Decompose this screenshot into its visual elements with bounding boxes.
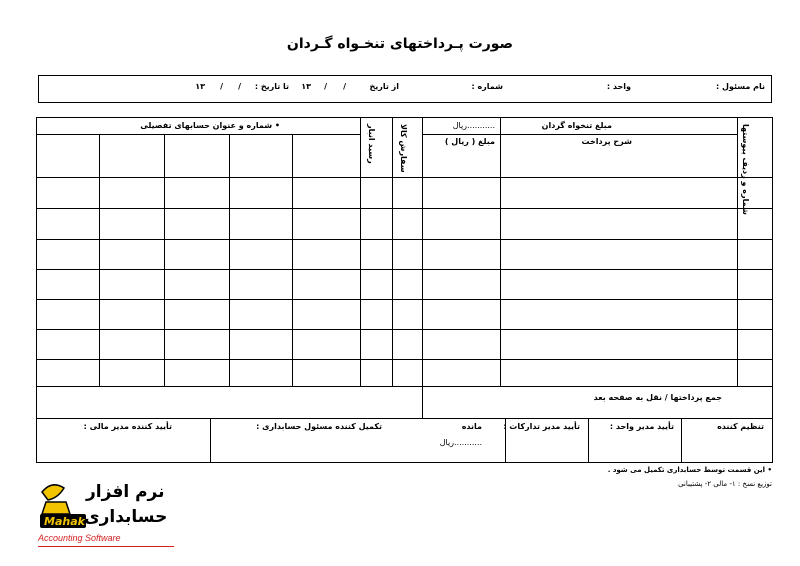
petty-cash-rial: ...........ریال xyxy=(452,121,495,130)
detail-accounts-header: • شماره و عنوان حسابهای تفصیلی xyxy=(140,121,280,130)
to-date-slash-2: / xyxy=(220,82,223,91)
total-payments-label: جمع پرداختها / نقل به صفحه بعد xyxy=(593,393,722,402)
prepared-by-label: تنظیم کننده xyxy=(717,422,764,431)
distribution-note: توزیع نسخ : ۱- مالی ۲- پشتیبانی xyxy=(678,480,772,488)
payments-table xyxy=(36,117,773,463)
logo-tagline: Accounting Software xyxy=(38,533,121,543)
petty-cash-amount-header: مبلغ تنخواه گردان xyxy=(541,121,612,130)
payment-description-header: شرح پرداخت xyxy=(581,137,632,146)
balance-label: مانده xyxy=(461,422,482,431)
logo-fa-bottom: حسابداری xyxy=(84,507,168,527)
responsible-name-label: نام مسئول : xyxy=(716,82,765,91)
order-header: سفارش کالا xyxy=(399,124,408,173)
unit-manager-label: تأیید مدیر واحد : xyxy=(609,422,674,431)
unit-label: واحد : xyxy=(606,82,631,91)
procurement-manager-label: تأیید مدیر تدارکات : xyxy=(503,422,580,431)
page-title: صورت پـرداختهای تنخـواه گـردان xyxy=(286,36,514,52)
header-info-box xyxy=(38,75,772,103)
from-date-label: از تاریخ xyxy=(369,82,399,91)
attachment-number-header: شماره و ردیف پیوستها xyxy=(741,124,750,215)
balance-rial: ...........ریال xyxy=(439,438,482,447)
from-date-slash-2: / xyxy=(324,82,327,91)
accounting-officer-label: تکمیل کننده مسئول حسابداری : xyxy=(256,422,382,431)
footer-note: • این قسمت توسط حسابداری تکمیل می شود . xyxy=(607,466,772,474)
logo-fa-top: نرم افزار xyxy=(86,482,165,502)
from-date-slash-1: / xyxy=(343,82,346,91)
from-date-year: ۱۳ xyxy=(301,82,311,91)
to-date-year: ۱۳ xyxy=(195,82,205,91)
financial-manager-label: تأیید کننده مدیر مالی : xyxy=(83,422,172,431)
number-label: شماره : xyxy=(471,82,503,91)
brand-en-text: Mahak xyxy=(44,515,85,528)
amount-rial-header: مبلغ ( ریال ) xyxy=(444,137,495,146)
to-date-label: تا تاریخ : xyxy=(254,82,289,91)
logo-underline xyxy=(38,546,174,547)
to-date-slash-1: / xyxy=(238,82,241,91)
warehouse-receipt-header: رسید انبار xyxy=(367,124,376,164)
